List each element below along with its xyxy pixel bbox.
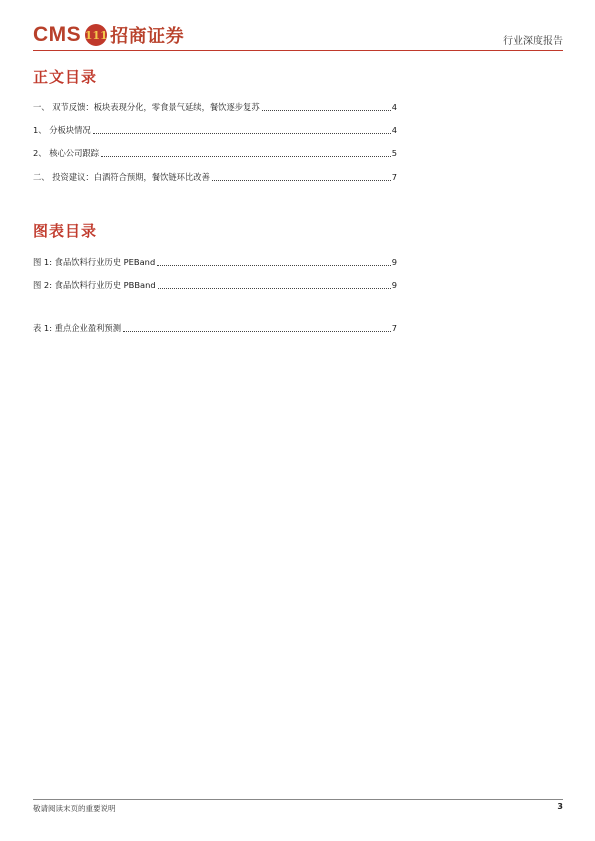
toc-entry-label: 一、 双节反馈：板块表现分化，零食景气延续，餐饮逐步复苏 [33,102,260,112]
toc-leader-dots [212,180,391,181]
figure-toc-entry[interactable] [33,257,397,268]
figure-toc-entry[interactable] [33,280,397,291]
toc-entry-label: 1、 分板块情况 [33,125,91,135]
toc-leader-dots [158,288,391,289]
toc-entry[interactable] [33,172,397,183]
main-toc-title: 正文目录 [33,68,98,86]
toc-entry-page: 5 [391,148,397,158]
logo-latin-text: CMS [33,23,82,46]
cms-logo [33,22,184,48]
table-toc-entry[interactable] [33,323,397,334]
figure-toc-title: 图表目录 [33,222,98,240]
footer-divider [33,799,563,800]
figure-entry-label: 图 2: 食品饮料行业历史 PBBand [33,280,156,290]
logo-chinese-text: 招商证券 [110,26,185,47]
toc-entry-label: 2、 核心公司跟踪 [33,148,99,158]
toc-entry[interactable] [33,125,397,136]
toc-entry-page: 4 [391,125,397,135]
toc-entry-page: 7 [391,172,397,182]
toc-entry-page: 4 [391,102,397,112]
toc-entry[interactable] [33,148,397,159]
toc-leader-dots [123,331,391,332]
table-entry-label: 表 1: 重点企业盈利预测 [33,323,122,333]
toc-leader-dots [93,133,391,134]
figure-entry-page: 9 [391,257,397,267]
toc-leader-dots [101,156,391,157]
page-number: 3 [557,802,563,811]
toc-entry-label: 二、 投资建议：白酒符合预期，餐饮链环比改善 [33,172,210,182]
figure-entry-page: 9 [391,280,397,290]
page-header [33,18,563,54]
figure-entry-label: 图 1: 食品饮料行业历史 PEBand [33,257,156,267]
table-entry-page: 7 [391,323,397,333]
footer-disclaimer: 敬请阅读末页的重要说明 [33,804,116,813]
report-type-label: 行业深度报告 [503,36,563,47]
header-divider [33,50,563,51]
toc-leader-dots [262,110,391,111]
toc-leader-dots [157,265,391,266]
toc-entry[interactable] [33,102,397,113]
logo-badge-icon: 111 [85,24,107,46]
